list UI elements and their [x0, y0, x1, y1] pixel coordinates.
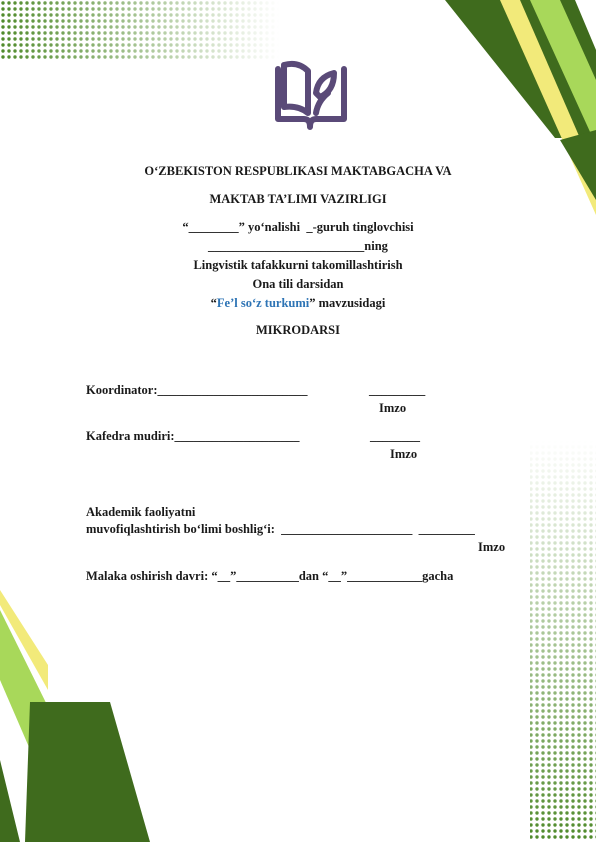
academic-label-line-1: Akademik faoliyatni	[86, 505, 196, 519]
coordinator-imzo: Imzo	[379, 401, 407, 415]
theme-open-quote: “	[210, 296, 217, 310]
training-period-line: Malaka oshirish davri: “__”__________dan “__”____________gacha	[86, 569, 454, 583]
department-sign-line: ________	[370, 429, 420, 443]
name-line: _________________________ning	[208, 239, 388, 253]
document-type: MIKRODARSI	[255, 323, 341, 337]
academic-imzo: Imzo	[478, 540, 506, 554]
coordinator-label: Koordinator:________________________	[86, 383, 308, 397]
department-head-label: Kafedra mudiri:____________________	[86, 429, 300, 443]
department-imzo: Imzo	[390, 447, 418, 461]
theme-title: Fe’l so‘z turkumi	[216, 296, 310, 310]
coordinator-sign-line: _________	[369, 383, 426, 397]
topic-line: Lingvistik tafakkurni takomillashtirish	[193, 258, 403, 272]
academic-label-line-2: muvofiqlashtirish bo‘limi boshlig‘i: _____________________ _________	[86, 522, 475, 536]
subject-line: Ona tili darsidan	[252, 277, 344, 291]
theme-suffix: ” mavzusidagi	[309, 296, 386, 310]
stripe-bottom-left-dark-2	[0, 700, 20, 842]
theme-line	[0, 296, 596, 311]
open-book-leaf-icon	[272, 57, 350, 137]
ministry-line-1: O‘ZBEKISTON RESPUBLIKASI MAKTABGACHA VA	[144, 164, 452, 178]
stripe-bottom-left-dark	[25, 702, 150, 842]
ministry-line-2: MAKTAB TA’LIMI VAZIRLIGI	[209, 192, 387, 206]
dot-pattern-top-left	[0, 0, 280, 60]
direction-line: “________” yo‘nalishi _-guruh tinglovchisi	[182, 220, 414, 234]
dot-pattern-bottom-right	[530, 440, 596, 840]
